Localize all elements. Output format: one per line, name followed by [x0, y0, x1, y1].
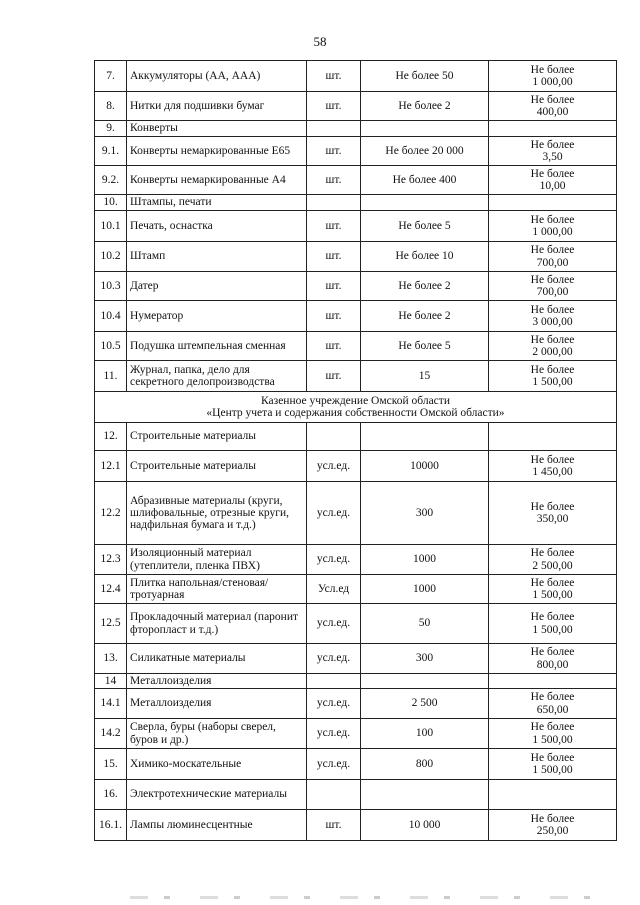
item-name: Изоляционный материал (утеплители, пленка ПВХ): [127, 545, 307, 575]
item-quantity: Не более 2: [361, 92, 489, 121]
item-unit: шт.: [307, 211, 361, 242]
item-price: [489, 137, 617, 166]
organization-header-line: «Центр учета и содержания собственности Омской области»: [206, 407, 505, 419]
table-row: [95, 423, 617, 451]
price-line: 1 500,00: [532, 733, 573, 746]
item-quantity: Не более 2: [361, 301, 489, 332]
price-line: Не более: [530, 721, 575, 734]
table-row: [95, 719, 617, 749]
item-name: Нумератор: [127, 301, 307, 332]
item-name: Нитки для подшивки бумаг: [127, 92, 307, 121]
item-quantity: [361, 780, 489, 810]
item-quantity: 1000: [361, 545, 489, 575]
price-line: 1 000,00: [532, 226, 573, 238]
price-line: 1 450,00: [532, 466, 573, 478]
row-number: 16.: [95, 780, 127, 810]
item-price: [489, 195, 617, 211]
organization-header: [95, 392, 617, 423]
table-row: [95, 332, 617, 361]
item-price: [489, 674, 617, 689]
item-unit: усл.ед.: [307, 604, 361, 644]
item-price: [489, 810, 617, 841]
table-row: [95, 644, 617, 674]
price-line: 1 500,00: [532, 764, 573, 776]
row-number: 10.2: [95, 242, 127, 272]
table-row: [95, 92, 617, 121]
item-quantity: 50: [361, 604, 489, 644]
item-quantity: 100: [361, 719, 489, 749]
item-name: Аккумуляторы (АА, ААА): [127, 61, 307, 92]
price-line: 10,00: [539, 180, 566, 192]
item-unit: шт.: [307, 61, 361, 92]
price-line: Не более: [530, 93, 575, 106]
item-unit: шт.: [307, 361, 361, 392]
item-price: [489, 749, 617, 780]
item-quantity: Не более 10: [361, 242, 489, 272]
row-number: 13.: [95, 644, 127, 674]
page-number: 58: [313, 34, 327, 49]
item-name: Электротехнические материалы: [127, 780, 307, 810]
table-row: [95, 674, 617, 689]
table-row: [95, 166, 617, 195]
item-unit: усл.ед.: [307, 451, 361, 482]
price-line: Не более: [530, 547, 575, 560]
item-price: [489, 242, 617, 272]
item-name: Абразивные материалы (круги, шлифовальные, отрезные круги, надфильная бумага и т.д.): [127, 482, 307, 545]
item-unit: шт.: [307, 242, 361, 272]
row-number: 10.4: [95, 301, 127, 332]
item-name: Лампы люминесцентные: [127, 810, 307, 841]
price-line: 2 500,00: [532, 559, 573, 572]
item-name: Журнал, папка, дело для секретного делопроизводства: [127, 361, 307, 392]
item-unit: [307, 195, 361, 211]
item-name: Конверты: [127, 121, 307, 137]
item-unit: [307, 423, 361, 451]
price-line: 1 000,00: [532, 76, 573, 88]
item-quantity: 800: [361, 749, 489, 780]
table-row: [95, 482, 617, 545]
item-name: Плитка напольная/стеновая/тротуарная: [127, 575, 307, 604]
item-price: [489, 719, 617, 749]
item-quantity: Не более 5: [361, 332, 489, 361]
item-quantity: [361, 121, 489, 137]
item-price: [489, 451, 617, 482]
item-quantity: 1000: [361, 575, 489, 604]
item-name: Сверла, буры (наборы сверел, буров и др.): [127, 719, 307, 749]
price-line: Не более: [530, 273, 575, 286]
row-number: 14.1: [95, 689, 127, 719]
table-row: [95, 242, 617, 272]
row-number: 11.: [95, 361, 127, 392]
price-line: 3,50: [542, 151, 563, 163]
row-number: 14: [95, 674, 127, 689]
item-price: [489, 361, 617, 392]
table-row: [95, 61, 617, 92]
item-quantity: 15: [361, 361, 489, 392]
item-price: [489, 575, 617, 604]
item-name: Штамп: [127, 242, 307, 272]
price-line: Не более: [530, 751, 575, 764]
row-number: 10.1: [95, 211, 127, 242]
price-line: Не более: [530, 303, 575, 316]
item-quantity: Не более 20 000: [361, 137, 489, 166]
item-price: [489, 301, 617, 332]
item-unit: усл.ед.: [307, 689, 361, 719]
item-price: [489, 272, 617, 301]
price-line: Не более: [530, 576, 575, 589]
item-unit: шт.: [307, 137, 361, 166]
row-number: 12.1: [95, 451, 127, 482]
item-name: Подушка штемпельная сменная: [127, 332, 307, 361]
price-line: 700,00: [536, 286, 569, 298]
price-line: Не более: [530, 453, 575, 466]
item-price: [489, 332, 617, 361]
row-number: 10.3: [95, 272, 127, 301]
price-line: 2 000,00: [532, 346, 573, 358]
item-unit: [307, 674, 361, 689]
table-row: [95, 780, 617, 810]
price-line: 1 500,00: [532, 376, 573, 388]
row-number: 14.2: [95, 719, 127, 749]
items-table: [94, 60, 617, 841]
table-row: [95, 272, 617, 301]
item-unit: усл.ед.: [307, 482, 361, 545]
price-line: 3 000,00: [532, 316, 573, 328]
price-line: 1 500,00: [532, 589, 573, 601]
price-line: 1 500,00: [532, 623, 573, 636]
item-price: [489, 166, 617, 195]
row-number: 12.2: [95, 482, 127, 545]
row-number: 16.1.: [95, 810, 127, 841]
item-unit: шт.: [307, 301, 361, 332]
item-quantity: 300: [361, 482, 489, 545]
item-unit: усл.ед.: [307, 749, 361, 780]
item-name: Датер: [127, 272, 307, 301]
row-number: 9.: [95, 121, 127, 137]
item-price: [489, 482, 617, 545]
table-row: [95, 545, 617, 575]
item-quantity: Не более 2: [361, 272, 489, 301]
table-row: [95, 361, 617, 392]
row-number: 9.2.: [95, 166, 127, 195]
item-unit: шт.: [307, 810, 361, 841]
item-quantity: Не более 5: [361, 211, 489, 242]
table-row: [95, 137, 617, 166]
item-quantity: [361, 195, 489, 211]
item-unit: усл.ед.: [307, 545, 361, 575]
item-unit: [307, 780, 361, 810]
row-number: 12.4: [95, 575, 127, 604]
item-unit: Усл.ед: [307, 575, 361, 604]
row-number: 7.: [95, 61, 127, 92]
item-unit: шт.: [307, 92, 361, 121]
table-row: [95, 810, 617, 841]
item-name: Строительные материалы: [127, 423, 307, 451]
item-unit: усл.ед.: [307, 644, 361, 674]
price-line: Не более: [530, 333, 575, 346]
scan-artifact: [130, 896, 610, 899]
item-price: [489, 545, 617, 575]
table-row: [95, 604, 617, 644]
price-line: 800,00: [536, 658, 569, 671]
row-number: 10.: [95, 195, 127, 211]
item-price: [489, 92, 617, 121]
item-price: [489, 644, 617, 674]
price-line: Не более: [530, 244, 575, 257]
item-name: Химико-москательные: [127, 749, 307, 780]
price-line: Не более: [530, 691, 575, 704]
item-unit: усл.ед.: [307, 719, 361, 749]
item-quantity: 2 500: [361, 689, 489, 719]
item-price: [489, 423, 617, 451]
table-row: [95, 195, 617, 211]
item-quantity: Не более 50: [361, 61, 489, 92]
price-line: Не более: [530, 812, 575, 825]
table-row: [95, 749, 617, 780]
item-name: Прокладочный материал (паронит фторопласт и т.д.): [127, 604, 307, 644]
row-number: 12.5: [95, 604, 127, 644]
price-line: Не более: [530, 500, 575, 513]
item-name: Штампы, печати: [127, 195, 307, 211]
item-unit: шт.: [307, 166, 361, 195]
item-quantity: [361, 423, 489, 451]
row-number: 15.: [95, 749, 127, 780]
price-line: 350,00: [536, 513, 569, 525]
price-line: 250,00: [536, 825, 569, 837]
price-line: Не более: [530, 646, 575, 659]
item-name: Металлоизделия: [127, 674, 307, 689]
item-price: [489, 211, 617, 242]
table-row: [95, 211, 617, 242]
row-number: 12.: [95, 423, 127, 451]
table-row: [95, 689, 617, 719]
item-name: Печать, оснастка: [127, 211, 307, 242]
price-line: Не более: [530, 167, 575, 180]
table-row: [95, 301, 617, 332]
item-name: Строительные материалы: [127, 451, 307, 482]
row-number: 12.3: [95, 545, 127, 575]
item-name: Металлоизделия: [127, 689, 307, 719]
price-line: 650,00: [536, 703, 569, 716]
item-unit: [307, 121, 361, 137]
price-line: Не более: [530, 138, 575, 151]
price-line: Не более: [530, 363, 575, 376]
item-price: [489, 61, 617, 92]
item-unit: шт.: [307, 332, 361, 361]
items-table-body: [95, 61, 617, 841]
item-quantity: [361, 674, 489, 689]
price-line: Не более: [530, 213, 575, 226]
item-quantity: 10 000: [361, 810, 489, 841]
item-quantity: Не более 400: [361, 166, 489, 195]
table-row: [95, 575, 617, 604]
price-line: Не более: [530, 611, 575, 624]
organization-header-line: Казенное учреждение Омской области: [261, 394, 450, 407]
item-price: [489, 689, 617, 719]
price-line: 400,00: [536, 106, 569, 118]
price-line: Не более: [530, 63, 575, 76]
item-price: [489, 780, 617, 810]
item-unit: шт.: [307, 272, 361, 301]
item-quantity: 10000: [361, 451, 489, 482]
section-header-row: [95, 392, 617, 423]
price-line: 700,00: [536, 256, 569, 269]
item-quantity: 300: [361, 644, 489, 674]
item-name: Силикатные материалы: [127, 644, 307, 674]
row-number: 9.1.: [95, 137, 127, 166]
table-row: [95, 451, 617, 482]
item-price: [489, 121, 617, 137]
table-row: [95, 121, 617, 137]
row-number: 10.5: [95, 332, 127, 361]
item-name: Конверты немаркированные А4: [127, 166, 307, 195]
item-name: Конверты немаркированные Е65: [127, 137, 307, 166]
item-price: [489, 604, 617, 644]
row-number: 8.: [95, 92, 127, 121]
